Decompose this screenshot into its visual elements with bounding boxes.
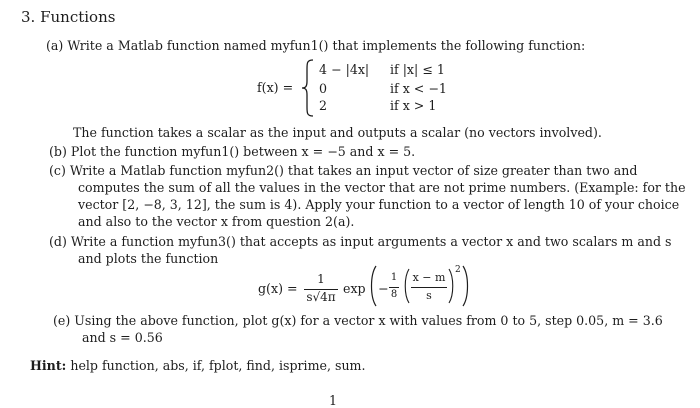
part-c-label: (c)	[49, 163, 66, 178]
part-e-line-2: and s = 0.56	[82, 330, 163, 345]
formula-num-3: x − m	[412, 271, 446, 284]
case-2-expr: 0	[319, 81, 328, 96]
section-title: Functions	[40, 8, 116, 26]
part-c-line-1	[49, 163, 637, 178]
part-b-label: (b)	[49, 144, 67, 159]
page-number: 1	[329, 393, 338, 408]
part-c-line-4: and also to the vector x from question 2(a).	[78, 214, 355, 229]
part-e-text-1: Using the above function, plot g(x) for a vector x with values from 0 to 5, step 0.05, m = 3.6	[74, 313, 663, 328]
formula-bar-2	[389, 287, 399, 288]
formula-num-1: 1	[317, 272, 325, 286]
left-brace-icon	[301, 59, 315, 117]
formula-bar-3	[411, 287, 447, 288]
formula-minus: −	[378, 281, 389, 296]
part-e-line-1	[53, 313, 663, 328]
case-3-cond: if x > 1	[390, 98, 437, 113]
hint-label: Hint:	[30, 358, 67, 373]
part-d-text-1: Write a function myfun3() that accepts as input arguments a vector x and two scalars m and s	[70, 234, 672, 249]
part-c-line-3: vector [2, −8, 3, 12], the sum is 4). Apply your function to a vector of length 10 of your choice	[78, 197, 680, 212]
part-c-text-1: Write a Matlab function myfun2() that takes an input vector of size greater than two and	[69, 163, 638, 178]
part-d-line-1	[49, 234, 672, 249]
formula-power: 2	[455, 265, 461, 275]
section-heading	[21, 8, 115, 26]
part-e-label: (e)	[53, 313, 71, 328]
left-paren-icon	[368, 265, 378, 307]
piecewise-lhs: f(x) =	[257, 80, 294, 95]
part-a-note: The function takes a scalar as the input and outputs a scalar (no vectors involved).	[73, 125, 602, 140]
right-paren-icon	[461, 265, 471, 307]
part-c-line-2: computes the sum of all the values in the vector that are not prime numbers. (Example: for the	[78, 180, 686, 195]
formula-num-2: 1	[390, 272, 398, 283]
part-a-text: Write a Matlab function named myfun1() that implements the following function:	[67, 38, 586, 53]
case-1-cond: if |x| ≤ 1	[390, 62, 445, 77]
formula-den-3: s	[426, 289, 432, 302]
case-2-cond: if x < −1	[390, 81, 447, 96]
part-a-label: (a)	[46, 38, 64, 53]
hint-line	[30, 358, 366, 373]
part-d-label: (d)	[49, 234, 67, 249]
case-3-expr: 2	[319, 98, 328, 113]
formula-den-1: s√4π	[306, 290, 336, 304]
part-a-line	[46, 38, 585, 53]
case-1-expr: 4 − |4x|	[319, 62, 370, 77]
formula-exp: exp	[343, 281, 366, 296]
section-number: 3.	[21, 8, 36, 26]
part-b-line	[49, 144, 415, 159]
formula-lhs: g(x) =	[258, 281, 298, 296]
part-b-text: Plot the function myfun1() between x = −5 and x = 5.	[70, 144, 416, 159]
part-d-line-2: and plots the function	[78, 251, 219, 266]
hint-text: help function, abs, if, fplot, find, isprime, sum.	[70, 358, 366, 373]
formula-den-2: 8	[390, 289, 398, 300]
